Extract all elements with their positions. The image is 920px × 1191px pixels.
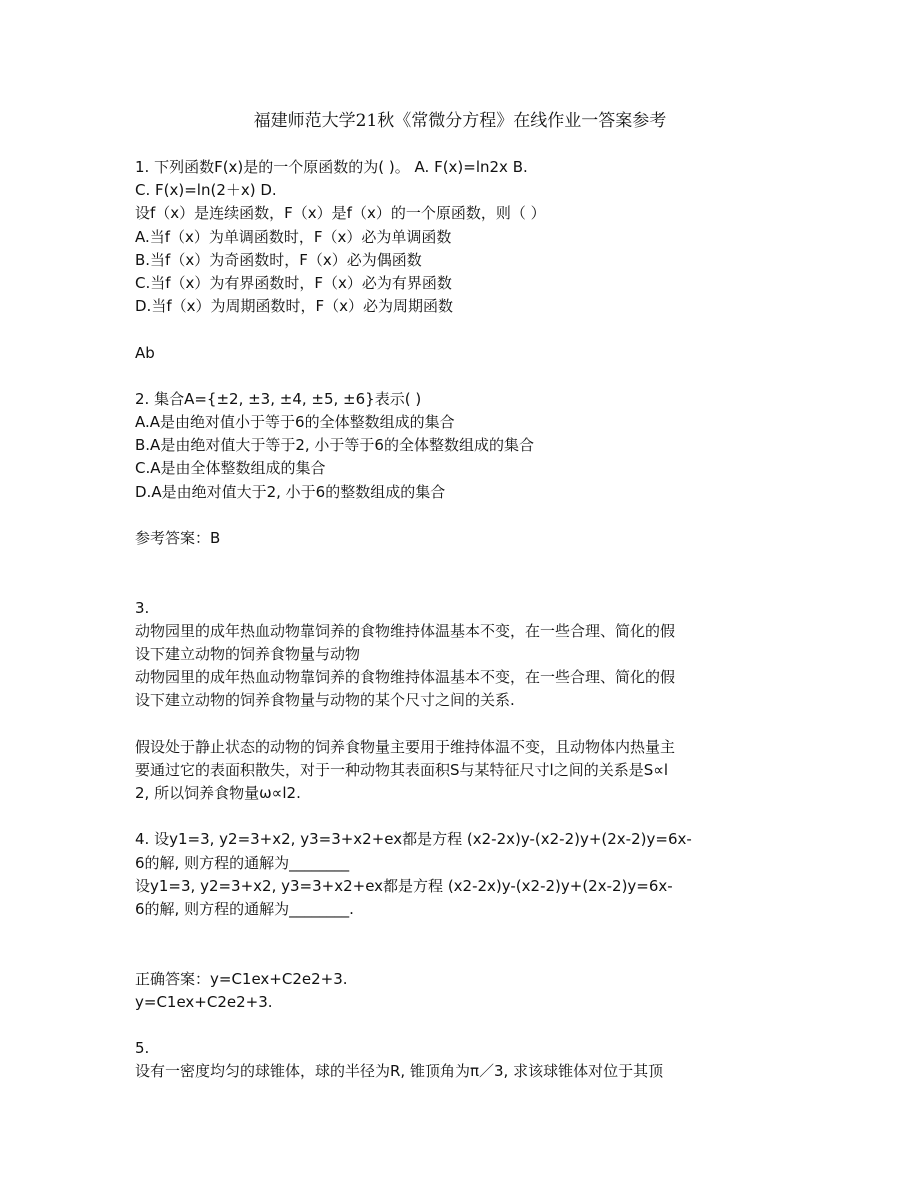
q2-stem: 2. 集合A={±2, ±3, ±4, ±5, ±6}表示( ) [135, 389, 422, 408]
blank-line [135, 365, 795, 388]
blank-line [135, 573, 795, 596]
q4-question-line1: 设y1=3, y2=3+x2, y3=3+x2+ex都是方程 (x2-2x)y-(x2-2)y+(2x-2)y=6x- [135, 876, 673, 895]
blank-line [135, 504, 795, 527]
q3-question-line2: 设下建立动物的饲养食物量与动物的某个尺寸之间的关系. [135, 691, 515, 710]
q1-stem-cont: C. F(x)=ln(2＋x) D. [135, 181, 277, 200]
blank-line [135, 1014, 795, 1037]
blank-line [135, 713, 795, 736]
q3-answer-line3: 2, 所以饲养食物量ω∝l2. [135, 784, 301, 803]
blank-line [135, 921, 795, 944]
q2-option-c: C.A是由全体整数组成的集合 [135, 459, 326, 478]
q4-stem-line2: 6的解, 则方程的通解为________ [135, 853, 350, 872]
q1-option-d: D.当f（x）为周期函数时，F（x）必为周期函数 [135, 297, 453, 316]
q4-answer-value: y=C1ex+C2e2+3. [135, 992, 273, 1011]
blank-line [135, 944, 795, 967]
q2-option-d: D.A是由绝对值大于2, 小于6的整数组成的集合 [135, 482, 446, 501]
q1-option-c: C.当f（x）为有界函数时，F（x）必为有界函数 [135, 273, 452, 292]
q4-question-line2: 6的解, 则方程的通解为________. [135, 900, 354, 918]
q3-stem-line2: 设下建立动物的饲养食物量与动物 [135, 644, 361, 663]
q3-stem-line1: 动物园里的成年热血动物靠饲养的食物维持体温基本不变，在一些合理、简化的假 [135, 621, 676, 640]
q1-option-a: A.当f（x）为单调函数时，F（x）必为单调函数 [135, 227, 452, 246]
q4-stem-line1: 4. 设y1=3, y2=3+x2, y3=3+x2+ex都是方程 (x2-2x)y-(x2-2)y+(2x-2)y=6x- [135, 830, 692, 849]
q5-number: 5. [135, 1039, 150, 1058]
blank-line [135, 318, 795, 341]
blank-line [135, 550, 795, 573]
q3-question-line1: 动物园里的成年热血动物靠饲养的食物维持体温基本不变，在一些合理、简化的假 [135, 668, 676, 687]
q5-stem-line1: 设有一密度均匀的球锥体，球的半径为R, 锥顶角为π／3, 求该球锥体对位于其顶 [135, 1062, 664, 1081]
q3-number: 3. [135, 598, 150, 617]
q1-option-b: B.当f（x）为奇函数时，F（x）必为偶函数 [135, 250, 422, 269]
document-title: 福建师范大学21秋《常微分方程》在线作业一答案参考 [253, 111, 667, 131]
q1-answer: Ab [135, 343, 155, 362]
q3-answer-line2: 要通过它的表面积散失，对于一种动物其表面积S与某特征尺寸l之间的关系是S∝l [135, 760, 669, 779]
q1-question: 设f（x）是连续函数，F（x）是f（x）的一个原函数，则（ ） [135, 204, 546, 223]
q3-answer-line1: 假设处于静止状态的动物的饲养食物量主要用于维持体温不变，且动物体内热量主 [135, 737, 676, 756]
blank-line [135, 805, 795, 828]
q2-option-a: A.A是由绝对值小于等于6的全体整数组成的集合 [135, 413, 455, 432]
q2-answer: 参考答案：B [135, 529, 221, 547]
document-body [135, 156, 795, 1084]
q4-answer-label: 正确答案：y=C1ex+C2e2+3. [135, 969, 348, 988]
q1-stem: 1. 下列函数F(x)是的一个原函数的为( )。 A. F(x)=ln2x B. [135, 158, 528, 176]
q2-option-b: B.A是由绝对值大于等于2, 小于等于6的全体整数组成的集合 [135, 436, 534, 455]
